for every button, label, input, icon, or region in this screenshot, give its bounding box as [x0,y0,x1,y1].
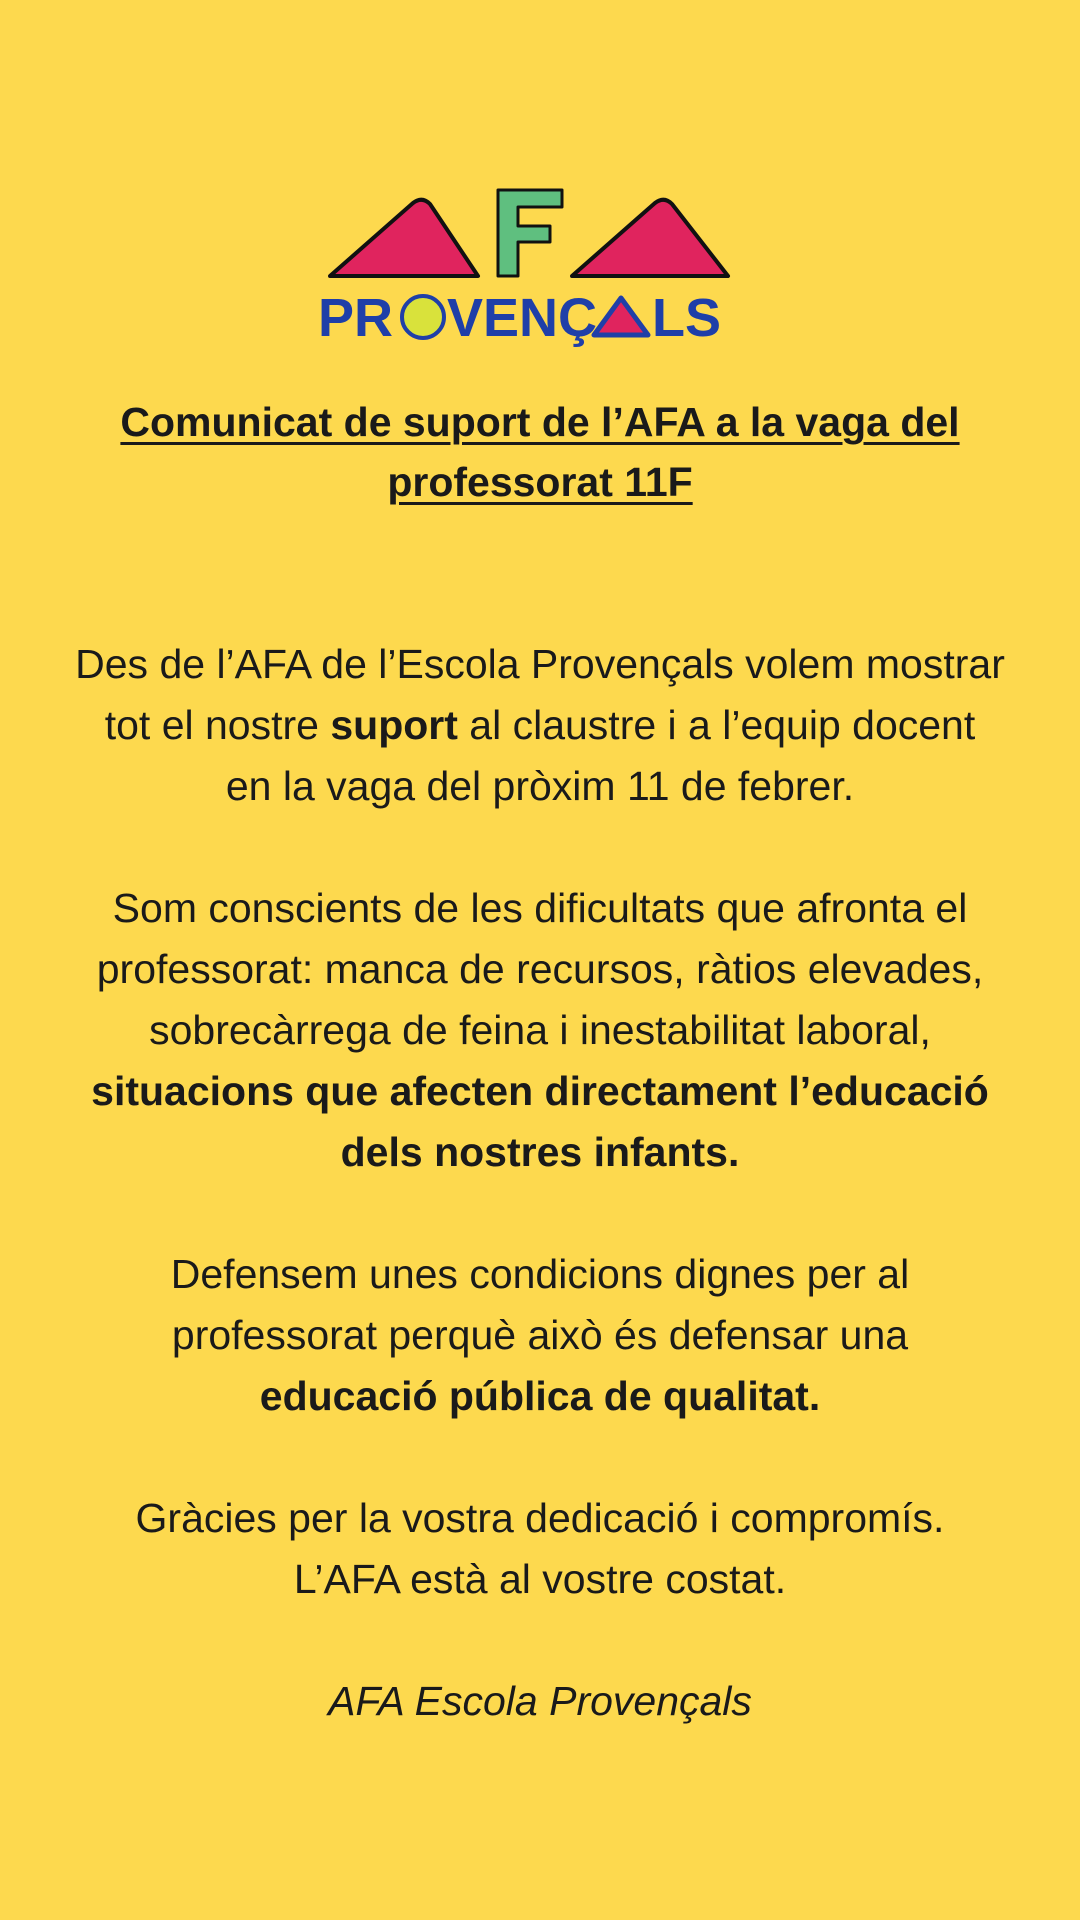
logo-triangle-left-icon [330,200,478,276]
paragraph-conditions [20,1244,1060,1427]
paragraph-2-line-5: dels nostres infants. [340,1129,740,1175]
statement-body [20,634,1060,1732]
paragraph-1-line-3: en la vaga del pròxim 11 de febrer. [225,763,855,809]
paragraph-3-line-1: Defensem unes condicions dignes per al [170,1251,910,1297]
logo-circle-icon [402,296,444,338]
logo-wordmark [318,288,721,348]
paragraph-difficulties [20,878,1060,1183]
paragraph-1-line-2 [20,695,1060,756]
paragraph-4-line-2: L’AFA està al vostre costat. [293,1556,787,1602]
signature-text: AFA Escola Provençals [328,1678,752,1724]
paragraph-1-line-1: Des de l’AFA de l’Escola Provençals volem mostrar [75,641,1005,687]
svg-text:PR: PR [318,288,394,348]
signature [20,1671,1060,1732]
svg-text:VENÇ: VENÇ [447,288,598,348]
paragraph-2-line-3: sobrecàrrega de feina i inestabilitat laboral, [149,1007,931,1053]
paragraph-2-line-1: Som conscients de les dificultats que afronta el [112,885,968,931]
logo-triangle-right-icon [572,200,728,276]
paragraph-1-bold-support: suport [330,702,458,748]
svg-text:LS: LS [652,288,722,348]
logo-triangle-a-icon [594,298,648,335]
paragraph-3-line-3: educació pública de qualitat. [259,1373,821,1419]
title-line-2: professorat 11F [387,459,693,505]
paragraph-2-line-4: situacions que afecten directament l’educació [91,1068,989,1114]
title-line-1: Comunicat de suport de l’AFA a la vaga del [120,399,960,445]
page-title [40,392,1040,512]
paragraph-support [20,634,1060,817]
paragraph-2-line-2: professorat: manca de recursos, ràtios elevades, [96,946,984,992]
paragraph-4-line-1: Gràcies per la vostra dedicació i compromís. [135,1495,945,1541]
paragraph-thanks [20,1488,1060,1610]
logo-letter-f-icon [498,190,562,276]
paragraph-1-line-2-end: al claustre i a l’equip docent [457,702,976,748]
paragraph-3-line-2: professorat perquè això és defensar una [171,1312,909,1358]
afa-provencals-logo [310,180,760,360]
paragraph-1-line-2-start: tot el nostre [104,702,331,748]
